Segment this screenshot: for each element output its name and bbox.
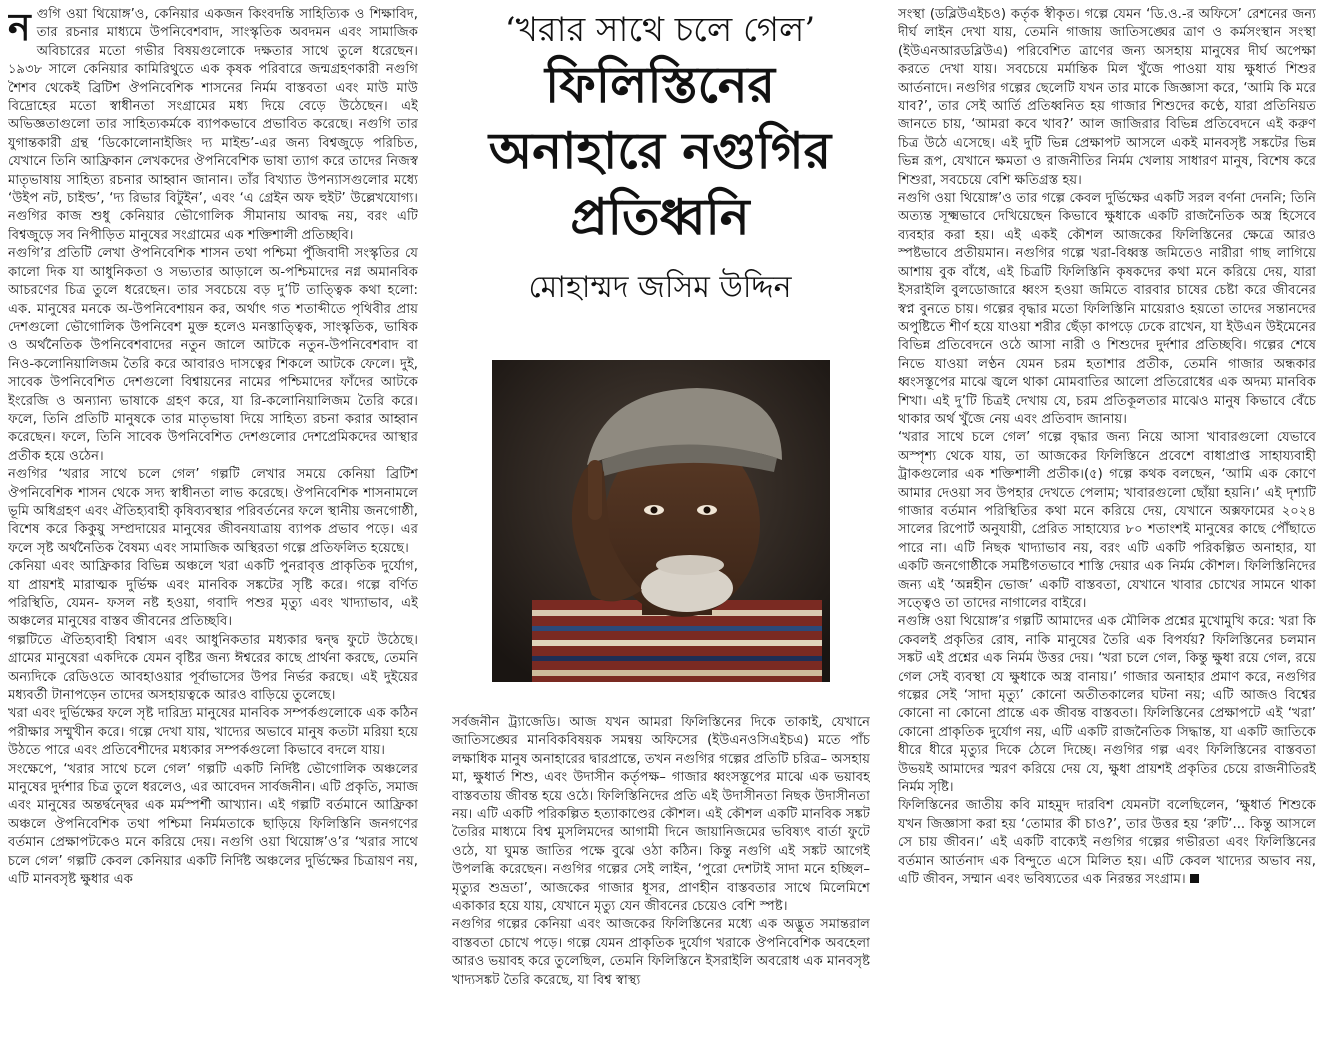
paragraph: নগুগি ওয়া থিয়োঙ্গ’ও তার গল্পে কেবল দুর্ভিক্ষের একটি সরল বর্ণনা দেননি; তিনি অত্যন্ত সূক্ষ্মভাবে দেখিয়েছেন কিভাবে ক্ষুধাকে একটি রাজনৈতিক অস্ত্র হিসেবে ব্যবহার করা হয়। এই একই কৌশল আজকের ফিলিস্তিনের ক্ষেত্রে আরও স্পষ্টভাবে প্রতীয়মান। নগুগির গল্পে খরা-বিধ্বস্ত জমিতেও নারীরা গাছ লাগিয়ে আশায় বুক বাঁধে, এই চিত্রটি ফিলিস্তিনি কৃষকদের কথা মনে করিয়ে দেয়, যারা ইসরাইলি বুলডোজারে ধ্বংস হওয়া জমিতে বারবার চাষের চেষ্টা করে জীবনের স্বপ্ন বুনতে চায়। গল্পের বৃদ্ধার মতো ফিলিস্তিনি মায়েরাও হয়তো তাদের সন্তানদের অপুষ্টিতে শীর্ণ হয়ে যাওয়া শরীর ছেঁড়া কাপড়ে ঢেকে রাখেন, যা ইউএন উইমেনের বিভিন্ন প্রতিবেদনে ওঠে আসা নারী ও শিশুদের দুর্দশার প্রতিচ্ছবি। গল্পের শেষে নিভে যাওয়া লণ্ঠন যেমন চরম হতাশার প্রতীক, তেমনি গাজার অন্ধকার ধ্বংসস্তূপের মাঝে জ্বলে থাকা মোমবাতির আলো প্রতিরোধের এক অদম্য মানবিক শিখা। এই দু’টি চিত্রই দেখায় যে, চরম প্রতিকূলতার মাঝেও মানুষ কিভাবে বেঁচে থাকার অর্থ খুঁজে নেয় এবং প্রতিবাদ জানায়। (898, 191, 1316, 427)
byline: মোহাম্মদ জসিম উদ্দিন (528, 270, 792, 305)
article-center-column (440, 0, 880, 1062)
paragraph: সর্বজনীন ট্র্যাজেডি। আজ যখন আমরা ফিলিস্তিনের দিকে তাকাই, যেখানে জাতিসঙ্ঘের মানবিকবিষয়ক সমন্বয় অফিসের (ইউএনওসিএইচএ) মতে পাঁচ লক্ষাধিক মানুষ অনাহারের দ্বারপ্রান্তে, তখন নগুগির গল্পের প্রতিটি চরিত্র– অসহায় মা, ক্ষুধার্ত শিশু, এবং উদাসীন কর্তৃপক্ষ– গাজার ধ্বংসস্তূপের মাঝে এক ভয়াবহ বাস্তবতায় জীবন্ত হয়ে ওঠে। ফিলিস্তিনিদের প্রতি এই উদাসীনতা নিছক উদাসীনতা নয়। এটি একটি পরিকল্পিত হত্যাকাণ্ডের কৌশল। এই কৌশল একটি মানবিক সঙ্কট তৈরির মাধ্যমে বিশ্ব মুসলিমদের আগামী দিনে জায়ানিজমের ভবিষ্যৎ বার্তা ফুটে ওঠে, যা ঘুমন্ত জাতির পক্ষে বুঝে ওঠা কঠিন। কিন্তু নগুগি এই সঙ্কট আগেই উপলব্ধি করেছেন। নগুগির গল্পের সেই লাইন, ‘পুরো দেশটাই সাদা মনে হচ্ছিল– মৃত্যুর শুভ্রতা’, আজকের গাজার ধূসর, প্রাণহীন বাস্তবতার সাথে মিলেমিশে একাকার হয়ে যায়, যেখানে মৃত্যু যেন জীবনের চেয়েও বেশি স্পষ্ট। (452, 715, 870, 915)
author-portrait-photo (492, 360, 830, 682)
paragraph: ফিলিস্তিনের জাতীয় কবি মাহমুদ দারবিশ যেমনটা বলেছিলেন, ‘ক্ষুধার্ত শিশুকে যখন জিজ্ঞাসা করা হয় ‘তোমার কী চাও?’, তার উত্তর হয় ‘রুটি’... কিন্তু আসলে সে চায় জীবন।’ এই একটি বাক্যেই নগুগির গল্পের গভীরতা এবং ফিলিস্তিনের বর্তমান আর্তনাদ এক বিন্দুতে এসে মিলিত হয়। এটি কেবল খাদ্যের অভাব নয়, এটি জীবন, সম্মান এবং ভবিষ্যতের এক নিরন্তর সংগ্রাম। (898, 798, 1316, 888)
headline (440, 8, 880, 250)
paragraph: নগুগি’র প্রতিটি লেখা ঔপনিবেশিক শাসন তথা পশ্চিমা পুঁজিবাদী সংস্কৃতির যে কালো দিক যা আধুনিকতা ও সভ্যতার আড়ালে অ-পশ্চিমাদের নগ্ন অমানবিক আচরণের চিত্র তুলে ধরেছেন। তার সবচেয়ে বড় দু’টি তাত্ত্বিক কথা হলো: এক. মানুষের মনকে অ-উপনিবেশায়ন কর, অর্থাৎ গত শতাব্দীতে পৃথিবীর প্রায় দেশগুলো ভৌগোলিক উপনিবেশ মুক্ত হলেও মনস্তাত্ত্বিক, সাংস্কৃতিক, ভাষিক ও অর্থনৈতিক উপনিবেশবাদের নতুন জালে আটকে নতুন-উপনিবেশবাদ বা নিও-কলোনিয়ালিজম তৈরি করে আবারও দাসত্বের শিকলে আটকে ফেলে। দুই, সাবেক উপনিবেশিত দেশগুলো বিশ্বায়নের নামের পশ্চিমাদের ফাঁদের আটকে ইংরেজি ও অন্যান্য ভাষাকে গ্রহণ করে, যা রি-কলোনিয়ালিজম তৈরি করে। ফলে, তিনি প্রতিটি মানুষকে তার মাতৃভাষা দিয়ে সাহিত্য রচনা করার আহ্বান করেছেন। ফলে, তিনি সাবেক উপনিবেশিত দেশগুলোর দেশপ্রেমিকদের আস্থার প্রতীক হয়ে ওঠেন। (8, 246, 418, 464)
article-column-left (8, 6, 418, 1058)
headline-line: ফিলিস্তিনের (544, 55, 776, 114)
paragraph: নগুগির ‘খরার সাথে চলে গেল’ গল্পটি লেখার সময়ে কেনিয়া ব্রিটিশ ঔপনিবেশিক শাসন থেকে সদ্য স্বাধীনতা লাভ করেছে। ঔপনিবেশিক শাসনামলে ভূমি অধিগ্রহণ এবং ঐতিহ্যবাহী কৃষিব্যবস্থার পরিবর্তনের ফলে স্থানীয় জনগোষ্ঠী, বিশেষ করে কিকুয়ু সম্প্রদায়ের মানুষের জীবনযাত্রায় ব্যাপক প্রভাব পড়ে। এর ফলে সৃষ্ট অর্থনৈতিক বৈষম্য এবং সামাজিক অস্থিরতা গল্পে প্রতিফলিত হয়েছে। (8, 467, 418, 556)
headline-line: প্রতিধ্বনি (570, 187, 750, 246)
paragraph: সংক্ষেপে, ‘খরার সাথে চলে গেল’ গল্পটি একটি নির্দিষ্ট ভৌগোলিক অঞ্চলের মানুষের দুর্দশার চিত্র তুলে ধরলেও, এর আবেদন সার্বজনীন। এটি প্রকৃতি, সমাজ এবং মানুষের অন্তর্দ্বন্দ্বের এক মর্মস্পর্শী আখ্যান। এই গল্পটি বর্তমানে আফ্রিকা অঞ্চলে ঔপনিবেশিক তথা পশ্চিমা নির্মমতাকে ছাড়িয়ে ফিলিস্তিনি জনগণের বর্তমান প্রেক্ষাপটকেও মনে করিয়ে দেয়। নগুগি ওয়া থিয়োঙ্গ’ও’র ‘খরার সাথে চলে গেল’ গল্পটি কেবল কেনিয়ার একটি নির্দিষ্ট অঞ্চলের দুর্ভিক্ষের চিত্রায়ণ নয়, এটি মানবসৃষ্ট ক্ষুধার এক (8, 761, 418, 888)
paragraph: নগুগি ওয়া থিয়োঙ্গ’ও, কেনিয়ার একজন কিংবদন্তি সাহিত্যিক ও শিক্ষাবিদ, তার রচনার মাধ্যমে উপনিবেশবাদ, সাংস্কৃতিক অবদমন এবং সামাজিক অবিচারের মতো গভীর বিষয়গুলোকে দক্ষতার সাথে তুলে ধরেছেন। ১৯৩৮ সালে কেনিয়ার কামিরিথুতে এক কৃষক পরিবারে জন্মগ্রহণকারী নগুগি শৈশব থেকেই ব্রিটিশ ঔপনিবেশিক শাসনের নির্মম বাস্তবতা এবং মাউ মাউ বিদ্রোহের মতো স্বাধীনতা সংগ্রামের মধ্য দিয়ে বেড়ে উঠেছেন। এই অভিজ্ঞতাগুলো তার সাহিত্যকর্মকে ব্যাপকভাবে প্রভাবিত করেছে। নগুগি তার যুগান্তকারী গ্রন্থ ‘ডিকোলোনাইজিং দ্য মাইন্ড’-এর জন্য বিশ্বজুড়ে পরিচিত, যেখানে তিনি আফ্রিকান লেখকদের ঔপনিবেশিক ভাষা ত্যাগ করে তাদের নিজস্ব মাতৃভাষায় সাহিত্য রচনার আহ্বান জানান। তাঁর বিখ্যাত উপন্যাসগুলোর মধ্যে ‘উইপ নট, চাইল্ড’, ‘দ্য রিভার বিটুইন’, এবং ‘এ গ্রেইন অফ হুইট’ উল্লেখযোগ্য। নগুগির কাজ শুধু কেনিয়ার ভৌগোলিক সীমানায় আবদ্ধ নয়, বরং এটি বিশ্বজুড়ে সব নিপীড়িত মানুষের সংগ্রামের এক শক্তিশালী প্রতিচ্ছবি। (8, 6, 418, 243)
headline-line: অনাহারে নগুগির (488, 121, 832, 180)
paragraph: কেনিয়া এবং আফ্রিকার বিভিন্ন অঞ্চলে খরা একটি পুনরাবৃত্ত প্রাকৃতিক দুর্যোগ, যা প্রায়শই মারাত্মক দুর্ভিক্ষ এবং মানবিক সঙ্কটের সৃষ্টি করে। গল্পে বর্ণিত পরিস্থিতি, যেমন- ফসল নষ্ট হওয়া, গবাদি পশুর মৃত্যু এবং খাদ্যাভাব, এই অঞ্চলের মানুষের বাস্তব জীবনের প্রতিচ্ছবি। (8, 559, 418, 630)
paragraph: গল্পটিতে ঐতিহ্যবাহী বিশ্বাস এবং আধুনিকতার মধ্যকার দ্বন্দ্ব ফুটে উঠেছে। গ্রামের মানুষেরা একদিকে যেমন বৃষ্টির জন্য ঈশ্বরের কাছে প্রার্থনা করছে, তেমনি অন্যদিকে রেডিওতে আবহাওয়ার পূর্বাভাসের উপর নির্ভর করছে। এই দুইয়ের মধ্যবর্তী টানাপড়েন তাদের অসহায়ত্বকে আরও বাড়িয়ে তুলেছে। (8, 632, 418, 704)
article-column-center-text (452, 714, 870, 1059)
headline-kicker: ‘খরার সাথে চলে গেল’ (504, 10, 816, 50)
paragraph: নগুঙ্গি ওয়া থিয়োঙ্গ’র গল্পটি আমাদের এক মৌলিক প্রশ্নের মুখোমুখি করে: খরা কি কেবলই প্রকৃতির রোষ, নাকি মানুষের তৈরি এক বিপর্যয়? ফিলিস্তিনের চলমান সঙ্কট এই প্রশ্নের এক নির্মম উত্তর দেয়। ‘খরা চলে গেল, কিন্তু ক্ষুধা রয়ে গেল, রয়ে গেল সেই ব্যবস্থা যে ক্ষুধাকে অস্ত্র বানায়।’ গাজার অনাহার প্রমাণ করে, নগুগির গল্পের সেই ‘সাদা মৃত্যু’ কোনো অতীতকালের ঘটনা নয়; এটি আজও বিশ্বের কোনো না কোনো প্রান্তে এক জীবন্ত বাস্তবতা। ফিলিস্তিনের প্রেক্ষাপটে এই ‘খরা’ কোনো প্রাকৃতিক দুর্যোগ নয়, এটি একটি রাজনৈতিক সিদ্ধান্ত, যা একটি জাতিকে ধীরে ধীরে মৃত্যুর দিকে ঠেলে দিচ্ছে। নগুগির গল্প এবং ফিলিস্তিনের বাস্তবতা উভয়ই আমাদের স্মরণ করিয়ে দেয় যে, ক্ষুধা প্রায়শই প্রকৃতির চেয়ে রাজনীতিরই নির্মম সৃষ্টি। (898, 614, 1316, 796)
portrait-illustration (492, 360, 830, 682)
paragraph: নগুগির গল্পের কেনিয়া এবং আজকের ফিলিস্তিনের মধ্যে এক অদ্ভুত সমান্তরাল বাস্তবতা চোখে পড়ে। গল্পে যেমন প্রাকৃতিক দুর্যোগ খরাকে ঔপনিবেশিক অবহেলা আরও ভয়াবহ করে তুলেছিল, তেমনি ফিলিস্তিনে ইসরাইলি অবরোধ এক মানবসৃষ্ট খাদ্যসঙ্কট তৈরি করেছে, যা বিশ্ব স্বাস্থ্য (452, 917, 870, 988)
end-mark-icon (1190, 874, 1199, 883)
drop-cap: ন (8, 6, 31, 49)
paragraph: সংস্থা (ডব্লিউএইচও) কর্তৃক স্বীকৃত। গল্পে যেমন ‘ডি.ও.-র অফিসে’ রেশনের জন্য দীর্ঘ লাইন দেখা যায়, তেমনি গাজায় জাতিসঙ্ঘের ত্রাণ ও কর্মসংস্থান সংস্থা (ইউএনআরডব্লিউএ) পরিবেশিত ত্রাণের জন্য অসহায় মানুষের দীর্ঘ অপেক্ষা করতে দেখা যায়। সবচেয়ে মর্মান্তিক মিল খুঁজে পাওয়া যায় ক্ষুধার্ত শিশুর আর্তনাদে। নগুগির গল্পের ছেলেটি যখন তার মাকে জিজ্ঞাসা করে, ‘আমি কি মরে যাব?’, তার সেই আর্তি প্রতিধ্বনিত হয় গাজার শিশুদের কণ্ঠে, যারা প্রতিনিয়ত জানতে চায়, ‘আমরা কবে খাব?’ আল জাজিরার বিভিন্ন প্রতিবেদনে এই করুণ চিত্র উঠে এসেছে। এই দুটি ভিন্ন প্রেক্ষাপট আসলে একই মানবসৃষ্ট সঙ্কটের ভিন্ন ভিন্ন রূপ, যেখানে ক্ষমতা ও রাজনীতির নির্মম খেলায় সাধারণ মানুষ, বিশেষ করে শিশুরা, সবচেয়ে বেশি ক্ষতিগ্রস্ত হয়। (898, 7, 1316, 188)
paragraph: ‘খরার সাথে চলে গেল’ গল্পে বৃদ্ধার জন্য নিয়ে আসা খাবারগুলো যেভাবে অস্পৃশ্য থেকে যায়, তা আজকের ফিলিস্তিনে প্রবেশে বাধাপ্রাপ্ত সাহায্যবাহী ট্রাকগুলোর এক শক্তিশালী প্রতীক।(৫) গল্পে কথক বলছেন, ‘আমি এক কোণে আমার দেওয়া সব উপহার দেখতে পেলাম; খাবারগুলো ছোঁয়া হয়নি।’ এই দৃশ্যটি গাজার বর্তমান পরিস্থিতির কথা মনে করিয়ে দেয়, যেখানে অক্সফামের ২০২৪ সালের রিপোর্ট অনুযায়ী, প্রেরিত সাহায্যের ৮০ শতাংশই মানুষের কাছে পৌঁছাতে পারে না। এটি নিছক খাদ্যাভাব নয়, বরং এটি একটি পরিকল্পিত অনাহার, যা একটি জনগোষ্ঠীকে সমষ্টিগতভাবে শাস্তি দেয়ার এক নির্মম কৌশল। ফিলিস্তিনিদের জন্য এই ‘অন্নহীন ভোজ’ একটি বাস্তবতা, যেখানে খাবার চোখের সামনে থাকা সত্ত্বেও তা তাদের নাগালের বাইরে। (898, 430, 1316, 611)
paragraph: খরা এবং দুর্ভিক্ষের ফলে সৃষ্ট দারিদ্র্য মানুষের মানবিক সম্পর্কগুলোকে এক কঠিন পরীক্ষার সম্মুখীন করে। গল্পে দেখা যায়, খাদ্যের অভাবে মানুষ কতটা মরিয়া হয়ে উঠতে পারে এবং প্রতিবেশীদের মধ্যকার সম্পর্কগুলো কিভাবে বদলে যায়। (8, 706, 418, 759)
article-column-right (898, 6, 1316, 1058)
